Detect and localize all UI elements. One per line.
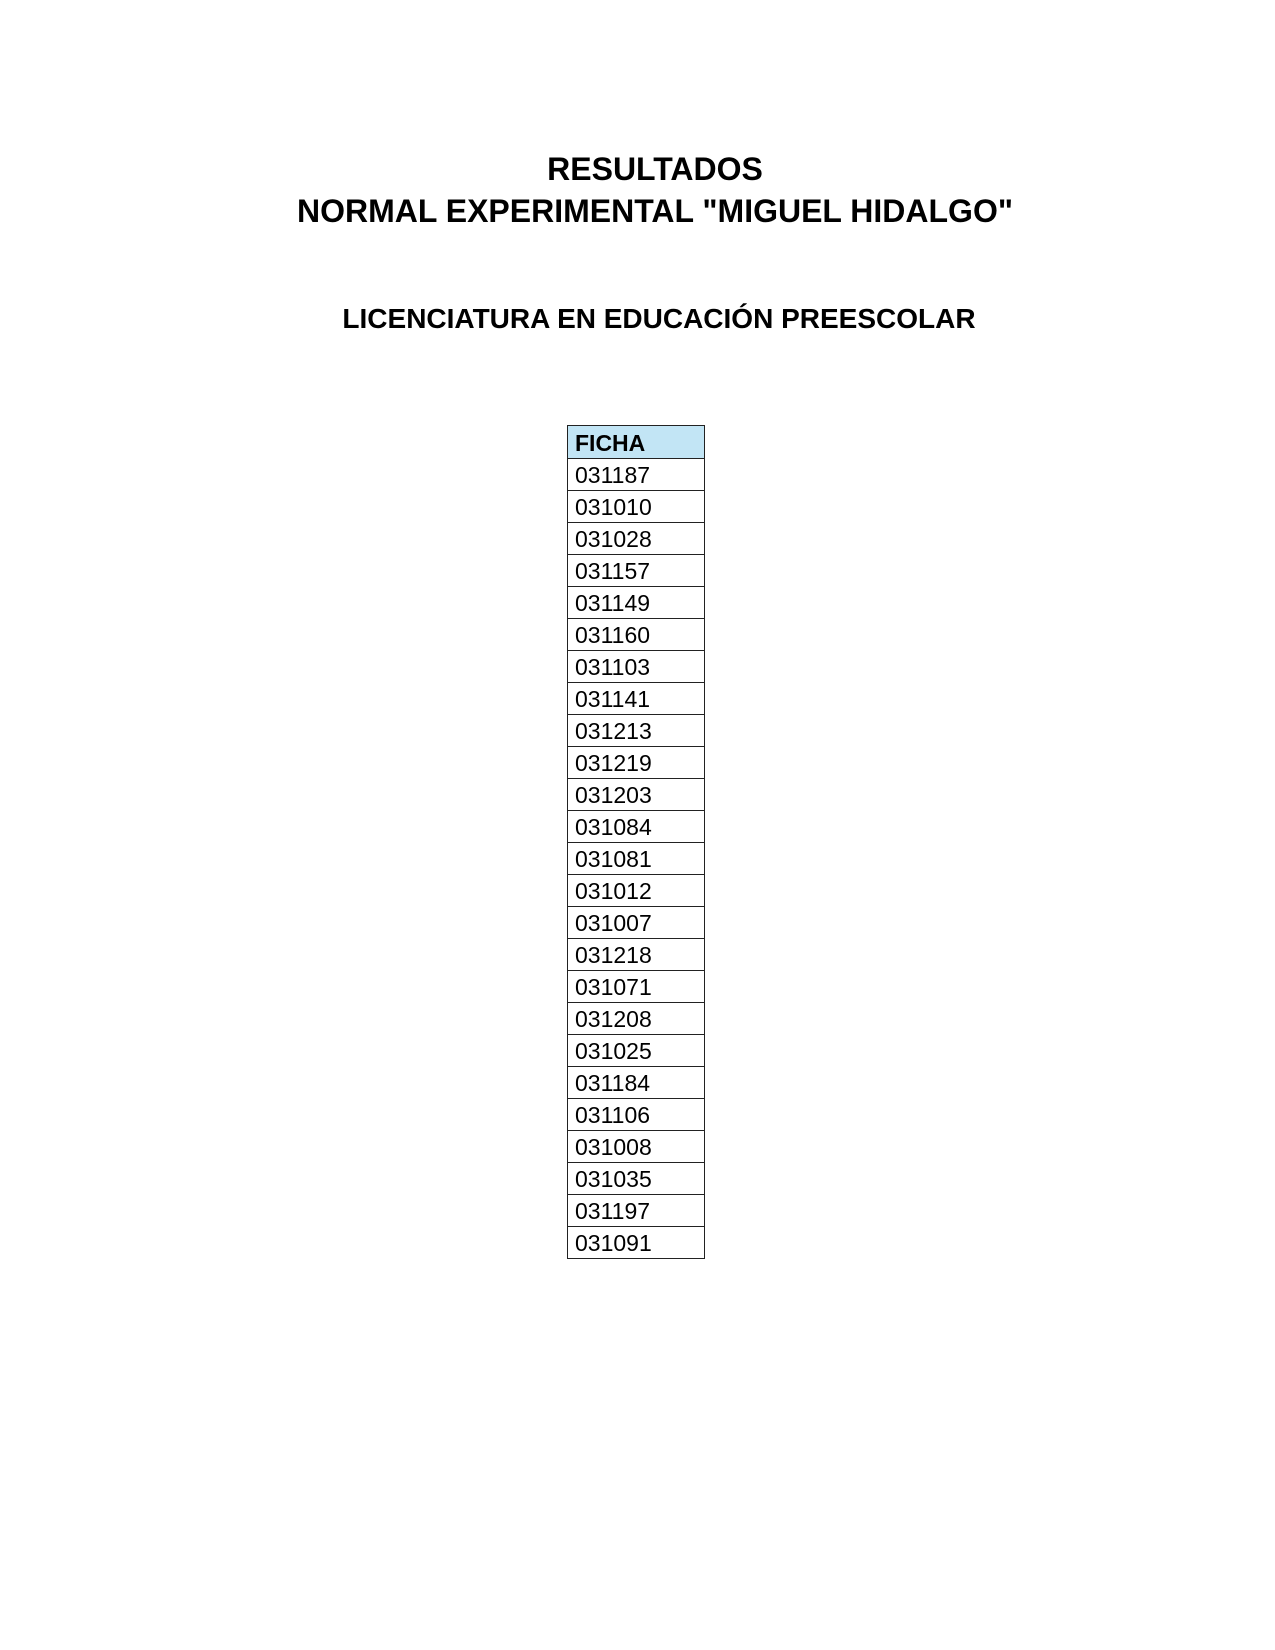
table-row xyxy=(568,939,705,971)
ficha-cell: 031007 xyxy=(568,907,705,939)
program-subtitle: LICENCIATURA EN EDUCACIÓN PREESCOLAR xyxy=(342,303,976,334)
table-row xyxy=(568,587,705,619)
table-row xyxy=(568,907,705,939)
table-header-row xyxy=(568,426,705,459)
table-row xyxy=(568,1131,705,1163)
table-row xyxy=(568,843,705,875)
table-row xyxy=(568,875,705,907)
ficha-cell: 031197 xyxy=(568,1195,705,1227)
table-row xyxy=(568,1003,705,1035)
ficha-cell: 031071 xyxy=(568,971,705,1003)
table-row xyxy=(568,811,705,843)
ficha-cell: 031160 xyxy=(568,619,705,651)
ficha-cell: 031157 xyxy=(568,555,705,587)
table-row xyxy=(568,1067,705,1099)
ficha-cell: 031035 xyxy=(568,1163,705,1195)
page-title-institution: NORMAL EXPERIMENTAL "MIGUEL HIDALGO" xyxy=(297,193,1013,229)
table-row xyxy=(568,779,705,811)
table-row xyxy=(568,971,705,1003)
ficha-cell: 031218 xyxy=(568,939,705,971)
table-row xyxy=(568,491,705,523)
ficha-cell: 031106 xyxy=(568,1099,705,1131)
table-row xyxy=(568,715,705,747)
ficha-cell: 031187 xyxy=(568,459,705,491)
ficha-cell: 031149 xyxy=(568,587,705,619)
ficha-column-header: FICHA xyxy=(568,426,705,459)
table-row xyxy=(568,747,705,779)
ficha-cell: 031008 xyxy=(568,1131,705,1163)
table-row xyxy=(568,683,705,715)
ficha-cell: 031012 xyxy=(568,875,705,907)
ficha-cell: 031010 xyxy=(568,491,705,523)
ficha-cell: 031091 xyxy=(568,1227,705,1259)
table-row xyxy=(568,619,705,651)
ficha-table-body xyxy=(568,459,705,1259)
ficha-cell: 031208 xyxy=(568,1003,705,1035)
table-row xyxy=(568,1163,705,1195)
table-row xyxy=(568,1035,705,1067)
ficha-cell: 031028 xyxy=(568,523,705,555)
ficha-cell: 031184 xyxy=(568,1067,705,1099)
ficha-cell: 031213 xyxy=(568,715,705,747)
ficha-cell: 031084 xyxy=(568,811,705,843)
table-row xyxy=(568,1195,705,1227)
ficha-cell: 031203 xyxy=(568,779,705,811)
table-row xyxy=(568,1227,705,1259)
page-title-results: RESULTADOS xyxy=(547,151,763,187)
ficha-cell: 031219 xyxy=(568,747,705,779)
ficha-cell: 031081 xyxy=(568,843,705,875)
table-row xyxy=(568,651,705,683)
table-row xyxy=(568,555,705,587)
table-row xyxy=(568,523,705,555)
ficha-table xyxy=(567,425,705,1259)
ficha-cell: 031103 xyxy=(568,651,705,683)
ficha-cell: 031141 xyxy=(568,683,705,715)
ficha-cell: 031025 xyxy=(568,1035,705,1067)
table-row xyxy=(568,459,705,491)
table-row xyxy=(568,1099,705,1131)
